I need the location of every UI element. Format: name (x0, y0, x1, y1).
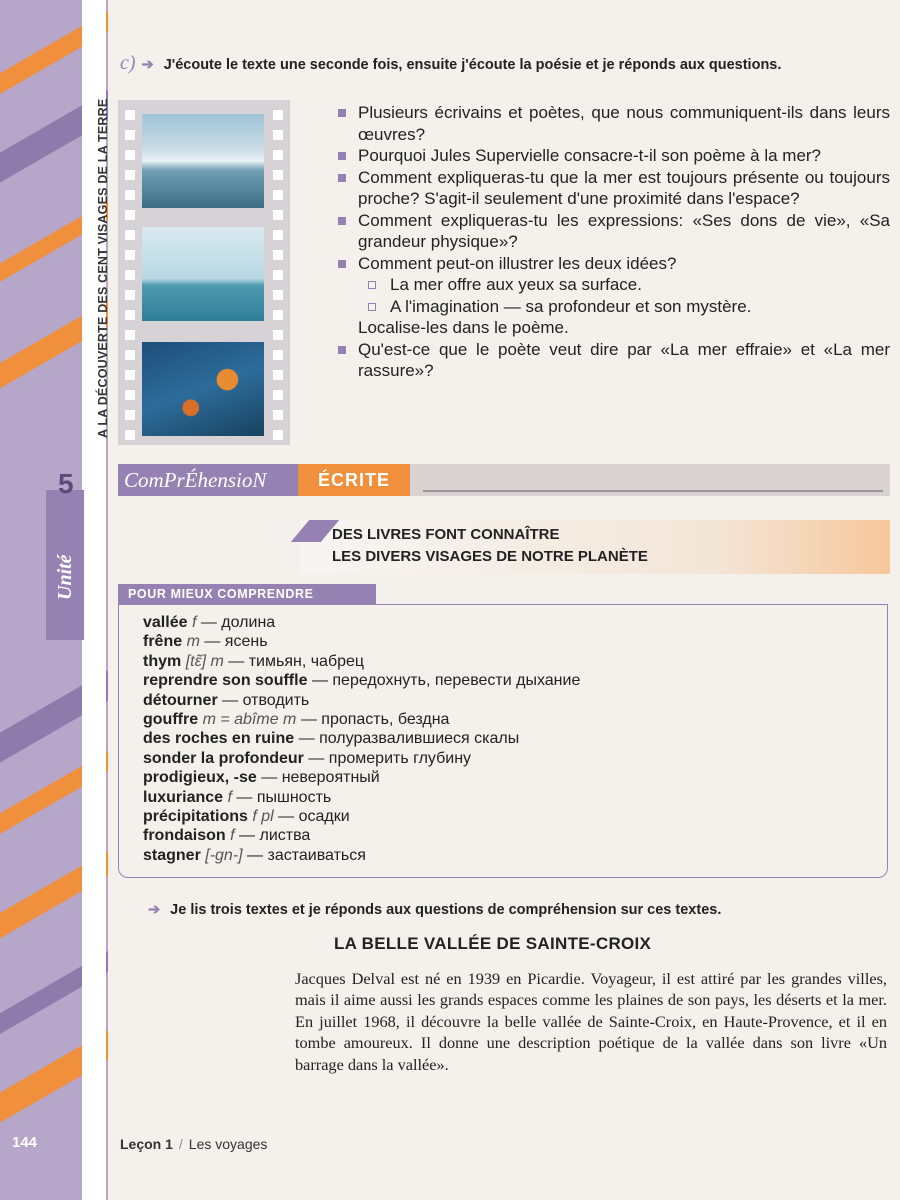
article-title: LA BELLE VALLÉE DE SAINTE-CROIX (334, 934, 652, 953)
bullet-icon (338, 217, 346, 225)
question-item: Comment expliqueras-tu que la mer est toujours présente ou toujours proche? S'agit-il seulement d'une proximité dans l'espace? (338, 167, 890, 210)
reading-instruction (148, 902, 890, 918)
question-item: Qu'est-ce que le poète veut dire par «La mer effraie» et «La mer rassure»? (338, 339, 890, 382)
banner-ecrite: ÉCRITE (298, 464, 410, 496)
vocab-row: précipitations f pl — осадки (143, 808, 350, 826)
seagulls-photo (142, 227, 264, 321)
localise-instruction: Localise-les dans le poème. (358, 318, 569, 337)
coral-reef-photo (142, 342, 264, 436)
banner-comprehension: ComPrÉhensioN (118, 464, 299, 496)
lesson-topic: Les voyages (188, 1136, 268, 1152)
reading-instruction-text: Je lis trois textes et je réponds aux questions de compréhension sur ces textes. (170, 902, 722, 918)
unit-label: Unité (54, 554, 76, 600)
vocab-row: reprendre son souffle — передохнуть, перевести дыхание (143, 672, 581, 690)
question-list (338, 102, 890, 382)
question-item: Pourquoi Jules Supervielle consacre-t-il son poème à la mer? (338, 145, 890, 167)
footer-separator: / (178, 1136, 183, 1152)
vocab-row: gouffre m = abîme m — пропасть, бездна (143, 711, 450, 729)
vocab-row: stagner [-gn-] — застаиваться (143, 846, 366, 864)
hollow-bullet-icon (368, 281, 376, 289)
instruction-text: J'écoute le texte une seconde fois, ensuite j'écoute la poésie et je réponds aux questions. (163, 57, 782, 73)
question-item: Plusieurs écrivains et poètes, que nous communiquent-ils dans leurs œuvres? (338, 102, 890, 145)
vocab-box (118, 604, 888, 878)
vocab-row: des roches en ruine — полуразвалившиеся скалы (143, 730, 520, 748)
wave-photo (142, 114, 264, 208)
decorative-handwriting (423, 470, 883, 492)
exercise-letter: c) (120, 52, 136, 74)
vocab-row: détourner — отводить (143, 691, 310, 709)
vocab-row: vallée f — долина (143, 614, 276, 631)
vocab-row: luxuriance f — пышность (143, 788, 332, 806)
arrow-icon: ➔ (148, 902, 161, 918)
bullet-icon (338, 109, 346, 117)
bullet-icon (338, 152, 346, 160)
side-band (0, 0, 108, 1200)
vocab-tab: POUR MIEUX COMPRENDRE (118, 584, 376, 604)
bullet-icon (338, 174, 346, 182)
instruction-c (120, 52, 890, 75)
arrow-icon: ➔ (141, 57, 154, 73)
comprehension-banner (118, 464, 890, 496)
sub-question-item: A l'imagination — sa profondeur et son mystère. (338, 296, 890, 318)
unit-number: 5 (58, 468, 74, 499)
sub-question-item: La mer offre aux yeux sa surface. (338, 274, 890, 296)
vocab-row: sonder la profondeur — промерить глубину (143, 749, 472, 767)
hollow-bullet-icon (368, 303, 376, 311)
vocab-row: frêne m — ясень (143, 633, 268, 651)
vocab-row: thym [tɛ̃] m — тимьян, чабрец (143, 652, 365, 670)
section-heading-line1: DES LIVRES FONT CONNAÎTRE (332, 526, 560, 543)
vocab-row: frondaison f — листва (143, 827, 311, 845)
bullet-icon (338, 260, 346, 268)
page-footer (120, 1136, 267, 1152)
vocab-row: prodigieux, -se — невероятный (143, 769, 380, 787)
chapter-title: A LA DÉCOUVERTE DES CENT VISAGES DE LA TERRE (96, 98, 110, 438)
bullet-icon (338, 346, 346, 354)
question-item: Comment peut-on illustrer les deux idées? (338, 253, 890, 275)
section-heading-line2: LES DIVERS VISAGES DE NOTRE PLANÈTE (332, 548, 648, 565)
question-item: Comment expliqueras-tu les expressions: «Ses dons de vie», «Sa grandeur physique»? (338, 210, 890, 253)
film-strip-illustration (118, 100, 290, 445)
lesson-label: Leçon 1 (120, 1136, 173, 1152)
section-heading (300, 520, 890, 574)
article-text: Jacques Delval est né en 1939 en Picardie. Voyageur, il est attiré par les grandes villes, mais il aime aussi les grands espaces comme les plaines de son pays, les déserts et la mer. En juillet 1968, il découvre la belle vallée de Sainte-Croix, en Haute-Provence, et il en tombe amoureux. Il donne une description poétique de la vallée dans son livre «Un barrage dans la vallée». (295, 969, 887, 1074)
page-number: 144 (12, 1134, 38, 1151)
